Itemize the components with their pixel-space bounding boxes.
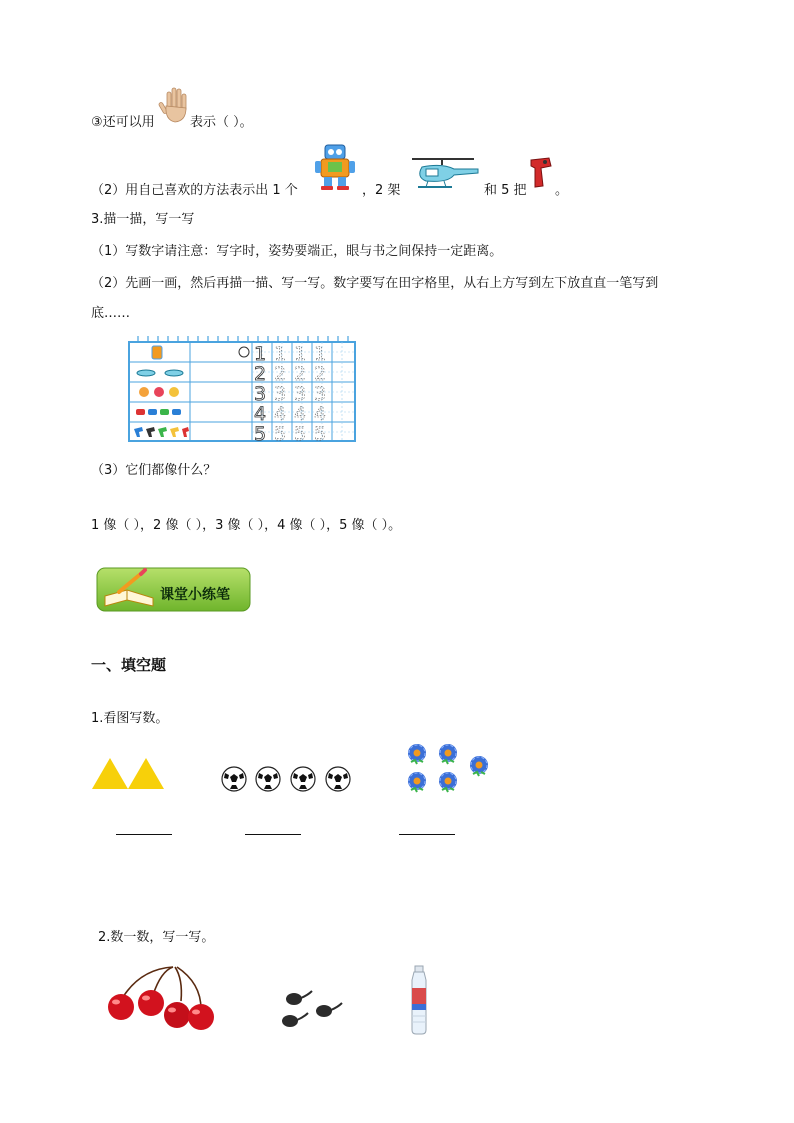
trace-digit-4-dotted-a: 4 bbox=[274, 403, 287, 425]
water-bottle-icon bbox=[406, 966, 432, 1034]
trace-digit-3-dotted-a: 3 bbox=[274, 383, 287, 405]
express-prefix: （2）用自己喜欢的方法表示出 1 个 bbox=[91, 183, 298, 198]
trace-digit-5-dotted-a: 5 bbox=[274, 423, 287, 445]
trace-digit-4-dotted-c: 4 bbox=[314, 403, 327, 425]
item2-text-line1: （2）先画一画，然后再描一描、写一写。数字要写在田字格里，从右上方写到左下放直直一笔写到 bbox=[91, 276, 659, 291]
item1-text: （1）写数字请注意：写字时，姿势要端正，眼与书之间保持一定距离。 bbox=[91, 244, 503, 259]
tadpoles-icon bbox=[278, 987, 348, 1031]
trace-digit-1-dotted-a: 1 bbox=[274, 343, 287, 365]
trace-digit-1: 1 bbox=[254, 343, 267, 365]
toy-gun-icon bbox=[527, 156, 555, 190]
trace-digit-4-dotted-b: 4 bbox=[294, 403, 307, 425]
hand-line-prefix: ③还可以用 bbox=[91, 115, 155, 130]
hand-icon bbox=[160, 86, 190, 124]
trace-digit-2-dotted-c: 2 bbox=[314, 363, 327, 385]
banner-label: 课堂小练笔 bbox=[160, 587, 230, 603]
express-mid2: 和 5 把 bbox=[484, 183, 527, 198]
cherries-icon bbox=[101, 965, 217, 1033]
trace-digit-2-dotted-b: 2 bbox=[294, 363, 307, 385]
trace-digit-2: 2 bbox=[254, 363, 267, 385]
answer-line-flowers[interactable] bbox=[399, 834, 455, 835]
helicopter-icon bbox=[402, 155, 482, 191]
trace-digit-1-dotted-b: 1 bbox=[294, 343, 307, 365]
soccer-balls-icon bbox=[221, 765, 353, 795]
flowers-icon bbox=[404, 741, 494, 797]
trace-digit-5-dotted-b: 5 bbox=[294, 423, 307, 445]
trace-digit-4: 4 bbox=[254, 403, 267, 425]
section-one-heading: 一、填空题 bbox=[91, 656, 167, 674]
triangles-icon bbox=[92, 757, 166, 790]
item2-text-line2: 底…… bbox=[91, 306, 131, 321]
answer-line-triangles[interactable] bbox=[116, 834, 172, 835]
express-mid1: ，2 架 bbox=[362, 183, 401, 198]
trace-digit-3: 3 bbox=[254, 383, 267, 405]
section3-title: 3.描一描，写一写 bbox=[91, 212, 195, 227]
trace-digit-2-dotted-a: 2 bbox=[274, 363, 287, 385]
trace-digit-3-dotted-b: 3 bbox=[294, 383, 307, 405]
q1-text: 1.看图写数。 bbox=[91, 711, 169, 726]
trace-digit-3-dotted-c: 3 bbox=[314, 383, 327, 405]
trace-digit-5-dotted-c: 5 bbox=[314, 423, 327, 445]
like-line: 1 像（ ），2 像（ ），3 像（ ），4 像（ ），5 像（ ）。 bbox=[91, 518, 402, 533]
hand-line-suffix: 表示（ ）。 bbox=[190, 115, 253, 130]
express-end: 。 bbox=[555, 183, 569, 198]
q2-text: 2.数一数，写一写。 bbox=[98, 930, 215, 945]
item3-text: （3）它们都像什么？ bbox=[91, 463, 217, 478]
answer-line-balls[interactable] bbox=[245, 834, 301, 835]
tracing-grid bbox=[128, 336, 356, 445]
robot-icon bbox=[313, 143, 357, 191]
trace-digit-1-dotted-c: 1 bbox=[314, 343, 327, 365]
trace-digit-5: 5 bbox=[254, 423, 267, 445]
